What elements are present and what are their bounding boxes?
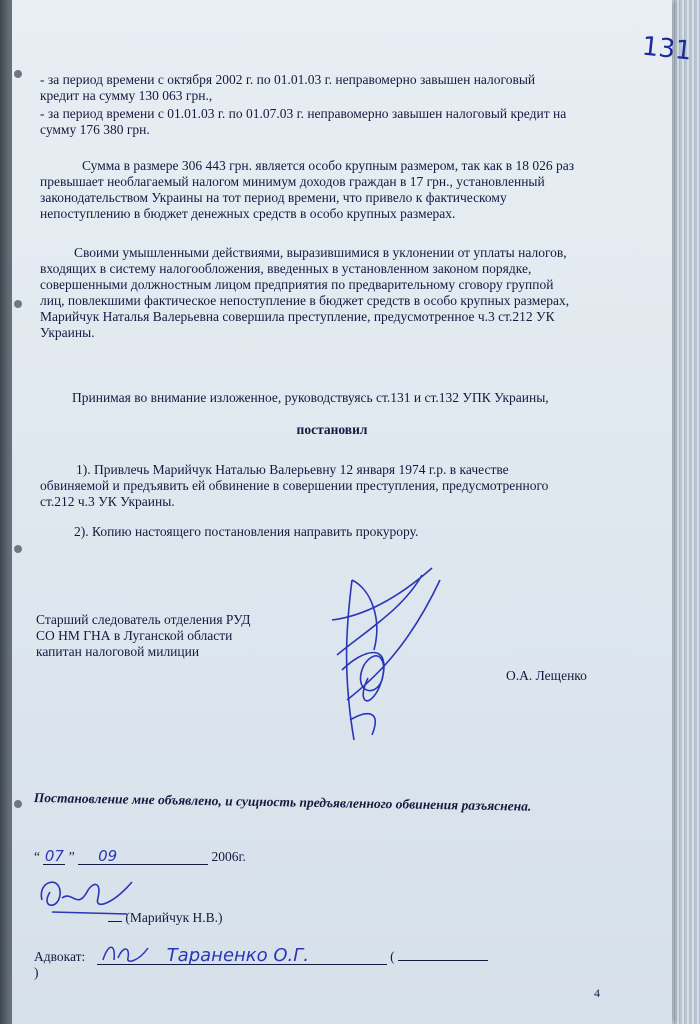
date-line <box>34 848 354 865</box>
date-quote-open: “ <box>34 849 40 864</box>
text-line: Марийчук Наталья Валерьевна совершила преступление, предусмотренное ч.3 ст.212 УК <box>40 309 555 324</box>
resolution-heading: постановил <box>296 422 368 437</box>
text-line: лиц, повлекшими фактическое непоступление в бюджет средств в особо крупных размерах, <box>40 293 570 308</box>
accused-signature-line <box>108 910 223 926</box>
resolution-item-2 <box>74 524 634 540</box>
text-line: превышает необлагаемый налогом минимум доходов граждан в 17 грн., установленный <box>40 174 545 189</box>
lawyer-blank <box>398 960 488 961</box>
paragraph-5 <box>72 390 632 406</box>
signatory-name: О.А. Лещенко <box>506 668 587 683</box>
text-line: входящих в систему налогообложения, введенных в установленном законом порядке, <box>40 261 532 276</box>
lawyer-paren-open: ( <box>390 949 395 964</box>
text-line: 1). Привлечь Марийчук Наталью Валерьевну 12 января 1974 г.р. в качестве <box>76 462 509 477</box>
text-line: - за период времени с 01.01.03 г. по 01.07.03 г. неправомерно завышен налоговый кредит на <box>40 106 567 121</box>
text-line: кредит на сумму 130 063 грн., <box>40 88 213 103</box>
date-quote-close: ” <box>68 849 75 864</box>
signatory-title-line: Старший следователь отделения РУД <box>36 612 251 627</box>
text-line: Своими умышленными действиями, выразившимися в уклонении от уплаты налогов, <box>74 245 567 260</box>
text-line: Принимая во внимание изложенное, руководствуясь ст.131 и ст.132 УПК Украины, <box>72 390 549 405</box>
date-year: 2006г. <box>211 849 246 864</box>
lawyer-initials-signature <box>98 938 158 968</box>
text-line: обвиняемой и предъявить ей обвинение в совершении преступления, предусмотренного <box>40 478 549 493</box>
page-stack-edge <box>670 0 700 1024</box>
signature-underline <box>108 921 122 922</box>
text-line: 2). Копию настоящего постановления направить прокурору. <box>74 524 419 539</box>
text-line: Украины. <box>40 325 95 340</box>
signatory-title-line: капитан налоговой милиции <box>36 644 200 659</box>
text-line: - за период времени с октября 2002 г. по 01.01.03 г. неправомерно завышен налоговый <box>40 72 536 87</box>
signatory-title-line: СО НМ ГНА в Луганской области <box>36 628 233 643</box>
lawyer-paren-close: ) <box>34 965 39 980</box>
date-day: 07 <box>44 847 64 865</box>
declaration-text: Постановление мне объявлено, и сущность предъявленного обвинения разъяснена. <box>33 790 532 814</box>
binding-hole <box>14 545 22 553</box>
binding-hole <box>14 70 22 78</box>
accused-label: (Марийчук Н.В.) <box>125 910 223 925</box>
text-line: Сумма в размере 306 443 грн. является особо крупным размером, так как в 18 026 раз <box>82 158 575 173</box>
paragraph-2 <box>40 106 640 138</box>
paragraph-1 <box>40 72 640 104</box>
paragraph-4 <box>40 245 640 341</box>
folio-number: 131 <box>640 31 694 67</box>
lawyer-handwritten-name: Тараненко О.Г. <box>97 948 387 965</box>
text-line: ст.212 ч.3 УК Украины. <box>40 494 175 509</box>
date-month: 09 <box>78 848 208 865</box>
text-line: совершенными должностным лицом предприятия по предварительному сговору группой <box>40 277 554 292</box>
text-line: сумму 176 380 грн. <box>40 122 150 137</box>
paragraph-3 <box>40 158 640 222</box>
lawyer-label: Адвокат: <box>34 949 86 964</box>
document-page <box>12 0 694 1024</box>
text-line: законодательством Украины на тот период времени, что привело к фактическому <box>40 190 507 205</box>
investigator-signature <box>312 560 452 760</box>
binding-hole <box>14 800 22 808</box>
page-number: 4 <box>594 986 600 1000</box>
resolution-item-1 <box>40 462 640 510</box>
signatory-block <box>36 612 336 660</box>
text-line: непоступлению в бюджет денежных средств в особо крупных размерах. <box>40 206 456 221</box>
binding-hole <box>14 300 22 308</box>
